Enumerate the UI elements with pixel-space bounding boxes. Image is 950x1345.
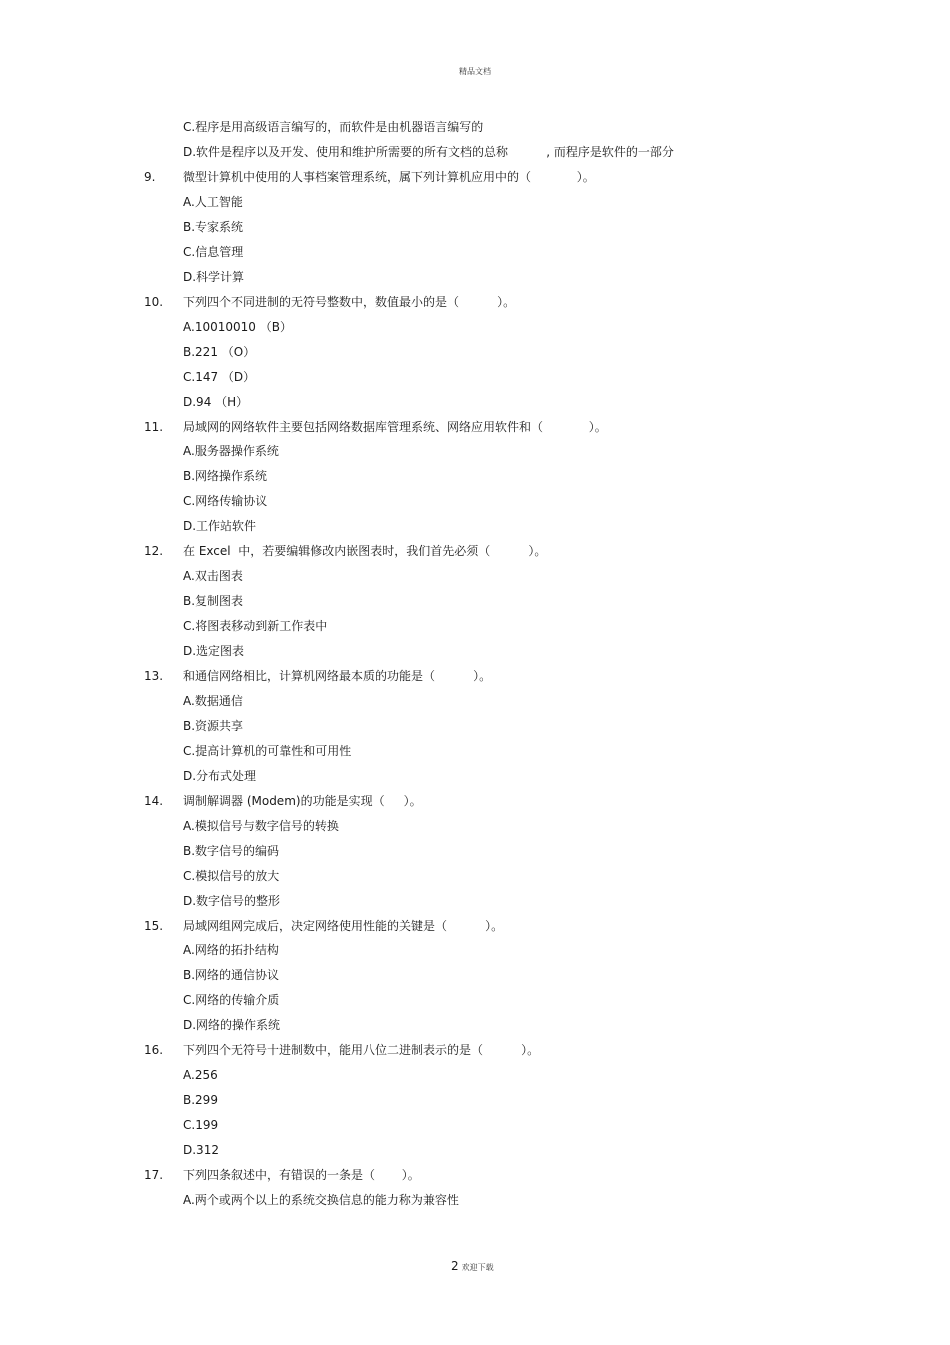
answer-option: C.147 （D） [183, 370, 256, 384]
question-text: 下列四个不同进制的无符号整数中，数值最小的是（ ）。 [183, 295, 516, 309]
question-number: 13. [144, 669, 164, 683]
question-text: 下列四条叙述中，有错误的一条是（ ）。 [183, 1168, 420, 1182]
answer-option: C.网络的传输介质 [183, 993, 280, 1007]
answer-option: A.256 [183, 1068, 218, 1082]
answer-option: B.网络的通信协议 [183, 968, 280, 982]
question-text: 调制解调器 (Modem)的功能是实现（ ）。 [183, 794, 422, 808]
answer-option: A.服务器操作系统 [183, 444, 279, 458]
question-text: 局域网的网络软件主要包括网络数据库管理系统、网络应用软件和（ ）。 [183, 420, 607, 434]
answer-option: C.网络传输协议 [183, 494, 268, 508]
answer-option: D.工作站软件 [183, 519, 257, 533]
question-number: 14. [144, 794, 164, 808]
question-text: 下列四个无符号十进制数中，能用八位二进制表示的是（ ）。 [183, 1043, 540, 1057]
answer-option: B.网络操作系统 [183, 469, 268, 483]
question-number: 9. [144, 170, 156, 184]
footer-text: 欢迎下载 [461, 1263, 494, 1272]
answer-option: A.网络的拓扑结构 [183, 943, 279, 957]
answer-option: B.复制图表 [183, 594, 244, 608]
answer-option: C.信息管理 [183, 245, 244, 259]
page-header: 精品文档 [459, 67, 491, 76]
answer-option: C.模拟信号的放大 [183, 869, 280, 883]
answer-option: C.199 [183, 1118, 219, 1132]
answer-option: D.选定图表 [183, 644, 245, 658]
answer-option: B.资源共享 [183, 719, 244, 733]
page-footer [451, 1259, 494, 1273]
question-number: 10. [144, 295, 164, 309]
answer-option: D.数字信号的整形 [183, 894, 281, 908]
answer-option: A.人工智能 [183, 195, 243, 209]
answer-option: D.94 （H） [183, 395, 249, 409]
answer-option: A.双击图表 [183, 569, 243, 583]
answer-option: A.两个或两个以上的系统交换信息的能力称为兼容性 [183, 1193, 459, 1207]
answer-option: B.299 [183, 1093, 218, 1107]
answer-option: A.数据通信 [183, 694, 243, 708]
continuation-option-c: C.程序是用高级语言编写的，而软件是由机器语言编写的 [183, 120, 484, 134]
answer-option: B.数字信号的编码 [183, 844, 280, 858]
question-number: 11. [144, 420, 164, 434]
question-number: 15. [144, 919, 164, 933]
answer-option: A.模拟信号与数字信号的转换 [183, 819, 339, 833]
answer-option: D.分布式处理 [183, 769, 257, 783]
answer-option: A.10010010 （B） [183, 320, 292, 334]
answer-option: C.提高计算机的可靠性和可用性 [183, 744, 352, 758]
answer-option: D.312 [183, 1143, 219, 1157]
question-text: 在 Excel 中，若要编辑修改内嵌图表时，我们首先必须（ ）。 [183, 544, 547, 558]
question-text: 和通信网络相比，计算机网络最本质的功能是（ ）。 [183, 669, 492, 683]
question-number: 12. [144, 544, 164, 558]
question-text: 微型计算机中使用的人事档案管理系统，属下列计算机应用中的（ ）。 [183, 170, 595, 184]
answer-option: C.将图表移动到新工作表中 [183, 619, 328, 633]
answer-option: D.网络的操作系统 [183, 1018, 281, 1032]
continuation-option-d: D.软件是程序以及开发、使用和维护所需要的所有文档的总称 , 而程序是软件的一部分 [183, 145, 674, 159]
question-number: 16. [144, 1043, 164, 1057]
answer-option: D.科学计算 [183, 270, 245, 284]
question-text: 局域网组网完成后，决定网络使用性能的关键是（ ）。 [183, 919, 504, 933]
answer-option: B.专家系统 [183, 220, 244, 234]
question-number: 17. [144, 1168, 164, 1182]
page-number: 2 [451, 1259, 459, 1273]
answer-option: B.221 （O） [183, 345, 256, 359]
